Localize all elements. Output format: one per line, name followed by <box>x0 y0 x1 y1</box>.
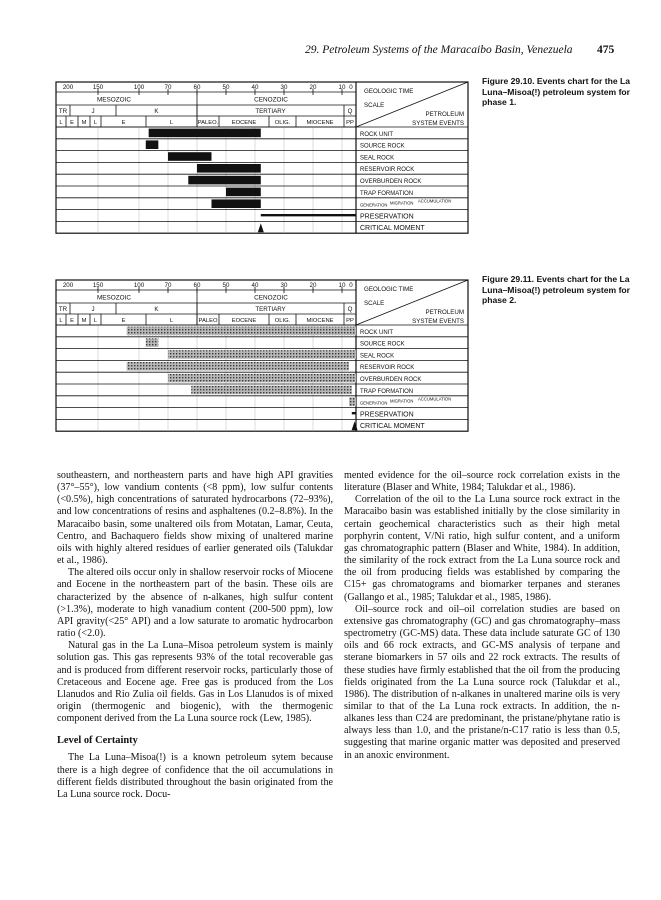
epoch-label: EOCENE <box>231 318 257 324</box>
epoch-label: MIOCENE <box>306 120 334 126</box>
petroleum-label: PETROLEUM <box>425 309 464 316</box>
time-tick-label: 70 <box>164 84 172 91</box>
period-label: TERTIARY <box>255 306 286 313</box>
time-tick-label: 0 <box>349 84 353 91</box>
time-tick-label: 50 <box>222 282 230 289</box>
time-tick-label: 20 <box>309 282 317 289</box>
epoch-label: EOCENE <box>231 120 257 126</box>
time-tick-label: 0 <box>349 282 353 289</box>
time-tick-label: 200 <box>62 84 74 91</box>
time-tick-label: 150 <box>92 84 104 91</box>
system-events-label: SYSTEM EVENTS <box>412 120 464 127</box>
time-tick-label: 100 <box>133 84 145 91</box>
geologic-time-label: GEOLOGIC TIME <box>364 286 414 293</box>
critical-moment-marker <box>258 223 264 232</box>
event-label: TRAP FORMATION <box>360 388 414 395</box>
epoch-label: E <box>121 318 126 324</box>
paragraph: Natural gas in the La Luna–Misoa petroleum system is mainly solution gas. This gas represents 93% of the total recoverable gas and is produced from different reservoir rocks, particularly those of Cretaceous and Eocene age. Free gas is produced from the Los Llanudos and Rio Zulia oil fields. Gas in Los Llanudos is of mixed origin (thermogenic and biogenic), with the thermogenic component derived from the La Luna source rock (Lew, 1985). <box>57 640 333 725</box>
time-tick-label: 30 <box>280 282 288 289</box>
event-label: MIGRATION <box>390 398 414 404</box>
event-label: PRESERVATION <box>360 411 414 419</box>
event-label: OVERBURDEN ROCK <box>360 179 422 185</box>
event-label: GENERATION <box>360 202 388 208</box>
event-label: PRESERVATION <box>360 213 414 221</box>
epoch-label: E <box>70 120 74 126</box>
event-bar <box>191 386 352 395</box>
event-label: ROCK UNIT <box>360 131 393 138</box>
critical-moment-marker <box>352 421 358 430</box>
era-label: CENOZOIC <box>254 96 288 104</box>
epoch-label: L <box>59 120 63 126</box>
epoch-label: OLIG. <box>274 120 291 126</box>
time-tick-label: 60 <box>193 282 201 289</box>
event-label: MIGRATION <box>390 200 414 206</box>
time-tick-label: 100 <box>133 282 145 289</box>
epoch-label: OLIG. <box>274 318 291 324</box>
paragraph: mented evidence for the oil–source rock correlation exists in the literature (Blaser and White, 1984; Talukdar et al., 1986). <box>344 470 620 494</box>
epoch-label: M <box>81 120 87 126</box>
event-bar <box>146 140 159 149</box>
period-label: K <box>154 108 159 115</box>
period-label: TERTIARY <box>255 108 286 115</box>
event-label: RESERVOIR ROCK <box>360 365 415 372</box>
event-label: ROCK UNIT <box>360 329 393 336</box>
period-label: J <box>91 306 95 313</box>
page-number: 475 <box>597 44 615 56</box>
epoch-label: L <box>169 120 174 126</box>
event-bar <box>168 374 356 383</box>
time-tick-label: 10 <box>338 282 346 289</box>
time-tick-label: 40 <box>251 84 259 91</box>
event-bar <box>197 164 261 173</box>
geologic-time-label: GEOLOGIC TIME <box>364 88 414 95</box>
time-tick-label: 60 <box>193 84 201 91</box>
running-header <box>0 44 661 60</box>
epoch-label: L <box>169 318 174 324</box>
event-bar <box>168 152 212 161</box>
epoch-label: PALEO <box>198 318 218 324</box>
period-label: TR <box>58 108 68 115</box>
event-label: SEAL ROCK <box>360 353 395 360</box>
period-label: K <box>154 306 159 313</box>
epoch-label: PP <box>346 318 354 324</box>
events-chart-phase-1 <box>56 80 468 258</box>
time-tick-label: 10 <box>338 84 346 91</box>
running-title: 29. Petroleum Systems of the Maracaibo Basin, Venezuela <box>305 44 573 56</box>
time-tick-label: 30 <box>280 84 288 91</box>
epoch-label: L <box>59 318 63 324</box>
event-label: ACCUMULATION <box>418 198 452 204</box>
event-label: GENERATION <box>360 400 388 406</box>
event-label: ACCUMULATION <box>418 396 452 402</box>
paragraph: The altered oils occur only in shallow reservoir rocks of Miocene and Eocene in the northeastern part of the basin. These oils are characterized by the absence of n-alkanes, high sulfur content (>1.3%), moderate to high vanadium content (200-500 ppm), low API gravity(<25° API) and a low saturate to aromatic hydrocarbon ratio (<2.0). <box>57 567 333 640</box>
epoch-label: MIOCENE <box>306 318 334 324</box>
era-label: MESOZOIC <box>96 294 132 302</box>
event-bar <box>212 199 261 208</box>
epoch-label: E <box>70 318 74 324</box>
period-label: Q <box>347 306 353 313</box>
time-tick-label: 200 <box>62 282 74 289</box>
event-label: SOURCE ROCK <box>360 341 405 348</box>
event-label: RESERVOIR ROCK <box>360 167 415 174</box>
left-text-column <box>57 470 333 801</box>
events-chart-phase-2-svg <box>56 278 468 458</box>
epoch-label: PP <box>346 120 354 126</box>
paragraph: Oil–source rock and oil–oil correlation studies are based on extensive gas chromatography (GC) and gas chromatography–mass spectrometry (GC-MS) data. These data include saturate GC of 130 oils and 66 rock extracts, and GC-MS analysis of terpane and sterane biomarkers in 57 oils and 22 rock extracts. The results of these studies have firmly established that the oil from the producing fields originated from the La Luna source rock (Talukdar et al., 1986). The distribution of n-alkanes in unaltered marine oils is very similar to that of the La Luna rock extracts. In addition, the n-alkanes less than C24 are predominant, the pristane/phytane ratio is always less than 1.0, and the pristane/n-C17 ratio is less than 0.5, suggesting that marine organic matter was deposited and preserved in an anoxic environment. <box>344 603 620 761</box>
event-label: CRITICAL MOMENT <box>360 225 425 233</box>
scale-label: SCALE <box>364 300 385 307</box>
epoch-label: L <box>93 120 98 126</box>
event-bar <box>226 188 261 197</box>
time-tick-label: 20 <box>309 84 317 91</box>
epoch-label: M <box>81 318 87 324</box>
figure-29-10-caption: Figure 29.10. Events chart for the La Luna–Misoa(!) petroleum system for phase 1. <box>482 76 631 107</box>
event-label: CRITICAL MOMENT <box>360 423 425 431</box>
section-heading: Level of Certainty <box>57 735 138 747</box>
event-label: OVERBURDEN ROCK <box>360 377 422 383</box>
right-text-column <box>344 470 620 762</box>
event-bar <box>349 397 356 406</box>
period-label: J <box>91 108 95 115</box>
time-tick-label: 40 <box>251 282 259 289</box>
period-label: TR <box>58 306 68 313</box>
paragraph: southeastern, and northeastern parts and have high API gravities (37°–55°), low vandium contents (<8 ppm), low sulfur contents (<0.5%), high concentrations of saturated hydrocarbons (72–93%), and low concentrations of resins and asphaltenes (0.2–8.8%). In the Maracaibo basin, some unaltered oils from Motatan, Lamar, Ceuta, Centro, and Bachaquero fields show mixing of unaltered marine oils with highly altered residues of earlier generated oils (Talukdar et al., 1986). <box>57 470 333 567</box>
scale-label: SCALE <box>364 102 385 109</box>
epoch-label: L <box>93 318 98 324</box>
event-bar <box>127 327 356 336</box>
event-bar <box>168 350 356 359</box>
petroleum-label: PETROLEUM <box>425 111 464 118</box>
time-tick-label: 70 <box>164 282 172 289</box>
time-tick-label: 150 <box>92 282 104 289</box>
epoch-label: E <box>121 120 126 126</box>
event-bar <box>146 338 159 347</box>
events-chart-phase-1-svg <box>56 80 468 258</box>
time-tick-label: 50 <box>222 84 230 91</box>
period-label: Q <box>347 108 353 115</box>
era-label: MESOZOIC <box>96 96 132 104</box>
event-bar <box>188 176 260 185</box>
system-events-label: SYSTEM EVENTS <box>412 318 464 325</box>
events-chart-phase-2 <box>56 278 468 458</box>
event-label: TRAP FORMATION <box>360 190 414 197</box>
paragraph: Correlation of the oil to the La Luna source rock extract in the Maracaibo basin was established initially by the close similarity in certain geochemical characteristics such as their high metal porphyrin content, V/Ni ratio, high sulfur content, and a uniform gas chromatographic pattern (Blaser and White, 1984). In addition, the similarity of the rock extract from the La Luna source rock and the oil from producing fields was established by comparing the C15+ gas chromatograms and biomarker terpanes and steranes (Gallango et al., 1985; Talukdar et al., 1985, 1986). <box>344 494 620 603</box>
era-label: CENOZOIC <box>254 294 288 302</box>
event-label: SOURCE ROCK <box>360 143 405 150</box>
event-bar <box>149 129 261 138</box>
event-label: SEAL ROCK <box>360 155 395 162</box>
paragraph: The La Luna–Misoa(!) is a known petroleum sytem because there is a high degree of confidence that the oil accumulations in different fields distributed throughout the basin originated from the La Luna source rock. Docu- <box>57 752 333 800</box>
figure-29-11-caption: Figure 29.11. Events chart for the La Luna–Misoa(!) petroleum system for phase 2. <box>482 274 631 305</box>
epoch-label: PALEO. <box>197 120 219 126</box>
event-bar <box>127 362 349 371</box>
